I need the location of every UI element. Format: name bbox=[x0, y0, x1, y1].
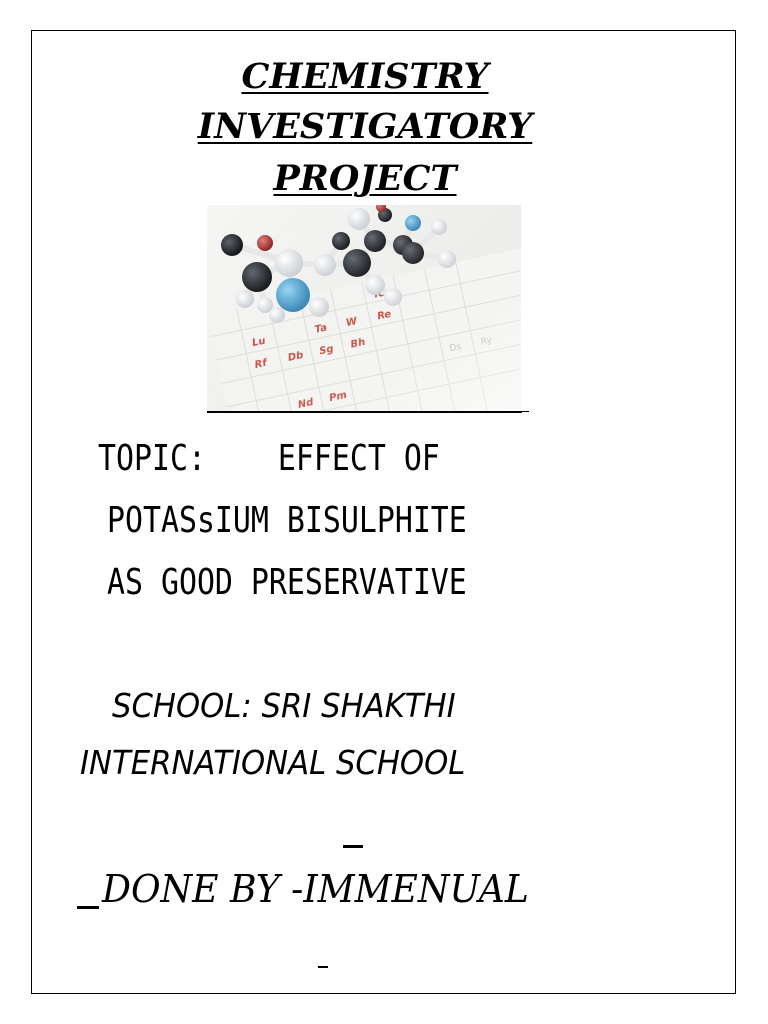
underline-dash bbox=[77, 906, 99, 909]
title-line-3: PROJECT bbox=[273, 158, 457, 199]
school-line-2: INTERNATIONAL SCHOOL bbox=[80, 743, 466, 782]
topic-line-2: POTASsIUM BISULPHITE bbox=[107, 500, 467, 541]
molecule-periodic-table-photo bbox=[207, 205, 521, 411]
title-line-2: INVESTIGATORY bbox=[197, 106, 533, 147]
underline-dash bbox=[343, 845, 363, 848]
molecule-photo-graphic bbox=[207, 205, 521, 411]
topic-line-1: TOPIC: EFFECT OF bbox=[98, 438, 440, 479]
school-line-1: SCHOOL: SRI SHAKTHI bbox=[112, 686, 456, 725]
done-by-text: DONE BY -IMMENUAL bbox=[102, 867, 529, 911]
photo-underline bbox=[207, 411, 522, 413]
photo-underline-tick bbox=[522, 411, 529, 412]
title-line-1: CHEMISTRY bbox=[241, 56, 489, 97]
topic-line-3: AS GOOD PRESERVATIVE bbox=[107, 562, 467, 603]
underline-dash bbox=[318, 966, 328, 968]
